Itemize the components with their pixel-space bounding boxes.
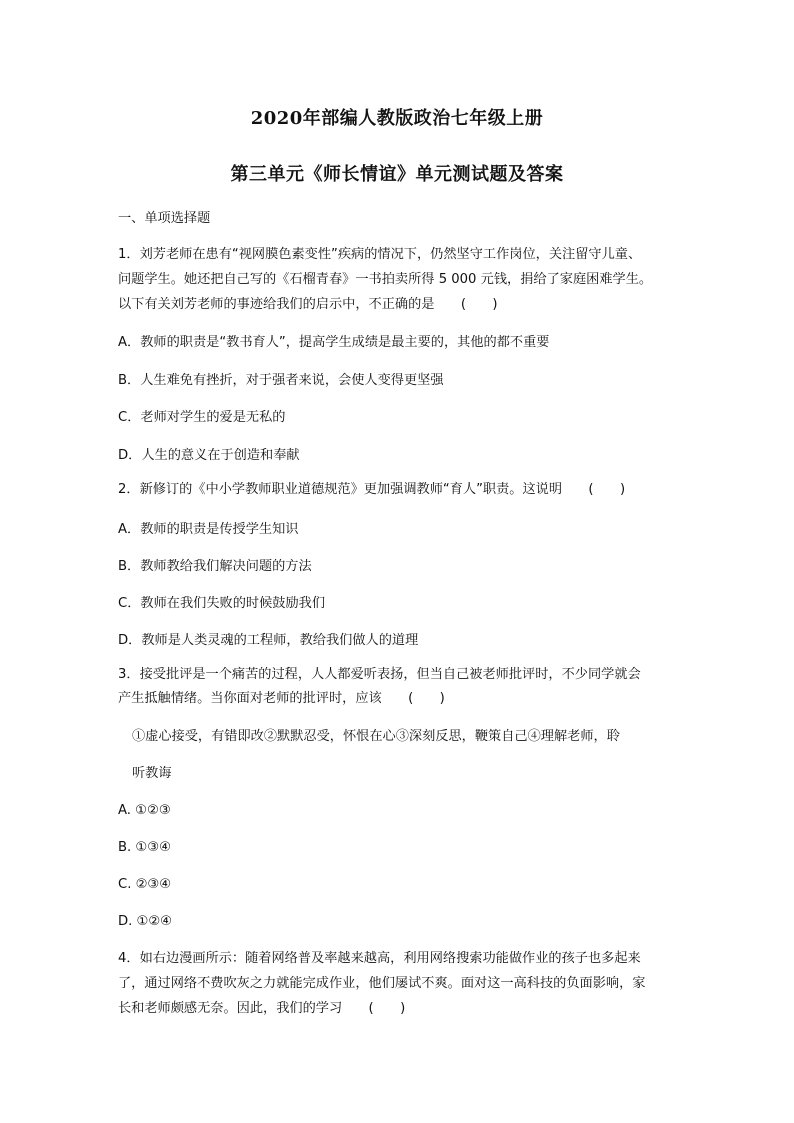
question-2-option-a: A．教师的职责是传授学生知识	[118, 522, 299, 537]
question-3-option-c: C. ②③④	[118, 877, 172, 892]
question-3-line-2: 产生抵触情绪。当你面对老师的批评时，应该 ( )	[118, 691, 445, 706]
question-1-line-3: 以下有关刘芳老师的事迹给我们的启示中，不正确的是 ( )	[118, 297, 498, 312]
question-2-option-c: C．教师在我们失败的时候鼓励我们	[118, 596, 326, 611]
question-1-option-d: D．人生的意义在于创造和奉献	[118, 448, 300, 463]
question-4-line-1: 4．如右边漫画所示：随着网络普及率越来越高，利用网络搜索功能做作业的孩子也多起来	[118, 951, 641, 966]
question-2-option-b: B．教师教给我们解决问题的方法	[118, 559, 312, 574]
question-2-line-1: 2．新修订的《中小学教师职业道德规范》更加强调教师“育人”职责。这说明 ( )	[118, 482, 626, 497]
section-heading: 一、单项选择题	[118, 211, 211, 226]
document-title: 2020年部编人教版政治七年级上册	[250, 108, 544, 129]
question-3-option-d: D. ①②④	[118, 914, 173, 929]
document-subtitle: 第三单元《师长情谊》单元测试题及答案	[230, 164, 564, 185]
question-3-choices-line-1: ①虚心接受，有错即改②默默忍受，怀恨在心③深刻反思，鞭策自己④理解老师，聆	[132, 729, 620, 744]
question-3-option-a: A. ①②③	[118, 803, 171, 818]
question-1-option-b: B．人生难免有挫折，对于强者来说，会使人变得更坚强	[118, 373, 444, 388]
question-2-option-d: D．教师是人类灵魂的工程师，教给我们做人的道理	[118, 633, 419, 648]
question-1-line-2: 问题学生。她还把自己写的《石榴青春》一书拍卖所得 5 000 元钱，捐给了家庭困难学生。	[118, 272, 653, 287]
question-3-option-b: B. ①③④	[118, 840, 171, 855]
question-1-line-1: 1．刘芳老师在患有“视网膜色素变性”疾病的情况下，仍然坚守工作岗位，关注留守儿童、	[118, 247, 642, 262]
question-4-line-2: 了，通过网络不费吹灰之力就能完成作业，他们屡试不爽。面对这一高科技的负面影响，家	[118, 976, 646, 991]
question-3-choices-line-2: 听教诲	[132, 766, 172, 781]
question-3-line-1: 3．接受批评是一个痛苦的过程，人人都爱听表扬，但当自己被老师批评时，不少同学就会	[118, 667, 641, 682]
question-1-option-a: A．教师的职责是“教书育人”，提高学生成绩是最主要的，其他的都不重要	[118, 335, 550, 350]
question-4-line-3: 长和老师颇感无奈。因此，我们的学习 ( )	[118, 1001, 406, 1016]
question-1-option-c: C．老师对学生的爱是无私的	[118, 410, 286, 425]
